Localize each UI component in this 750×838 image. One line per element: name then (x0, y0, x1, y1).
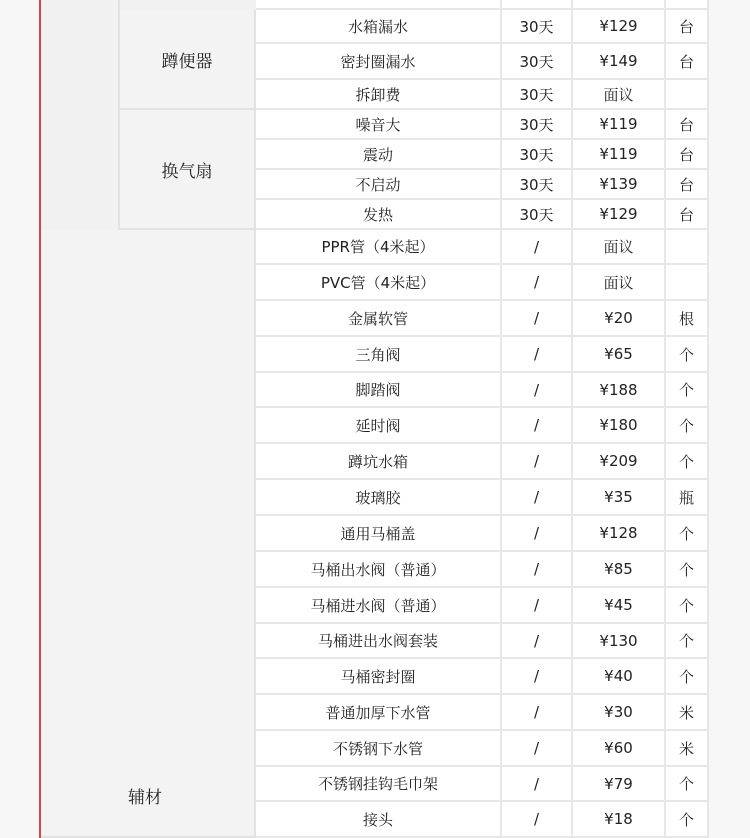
table-cell-unit: 米 (666, 731, 709, 767)
table-cell-price: ¥129 (573, 200, 666, 230)
table-cell-unit: 个 (666, 408, 709, 444)
table-cell-price: ¥79 (573, 767, 666, 802)
table-cell-item: PPR管（4米起） (256, 230, 502, 265)
table-cell-warranty: / (502, 265, 573, 301)
table-cell-warranty: 30天 (502, 110, 573, 140)
table-cell-unit (666, 230, 709, 265)
table-cell-unit: 台 (666, 200, 709, 230)
table-cell-warranty: / (502, 373, 573, 408)
table-cell-warranty: / (502, 230, 573, 265)
table-cell-unit: 个 (666, 373, 709, 408)
table-cell-price: ¥180 (573, 408, 666, 444)
table-cell-warranty: 30天 (502, 80, 573, 110)
table-cell-price: 面议 (573, 230, 666, 265)
table-cell-price: ¥18 (573, 802, 666, 838)
table-cell-warranty: / (502, 408, 573, 444)
table-cell-warranty: / (502, 767, 573, 802)
table-cell-price: ¥149 (573, 44, 666, 80)
table-cell-price: ¥20 (573, 301, 666, 337)
table-cell-warranty: / (502, 337, 573, 373)
table-cell-unit (666, 265, 709, 301)
table-cell-price: ¥40 (573, 659, 666, 695)
table-cell-price: ¥130 (573, 624, 666, 659)
table-cell-unit: 台 (666, 170, 709, 200)
table-cell-price: ¥128 (573, 516, 666, 552)
table-cell-warranty: / (502, 802, 573, 838)
table-cell-item: 通用马桶盖 (256, 516, 502, 552)
table-cell-unit: 台 (666, 140, 709, 170)
table-cell-unit: 个 (666, 337, 709, 373)
section-label-toilet: 蹲便器 (120, 10, 256, 110)
table-cell-item: 震动 (256, 140, 502, 170)
table-cell-price: ¥85 (573, 552, 666, 588)
group-cell (120, 0, 256, 10)
table-cell-price: ¥188 (573, 373, 666, 408)
table-cell-unit: 米 (666, 695, 709, 731)
table-cell-unit: 个 (666, 802, 709, 838)
table-cell-item: 水箱漏水 (256, 10, 502, 44)
table-cell-item: 噪音大 (256, 110, 502, 140)
table-cell (256, 0, 502, 10)
table-cell-price: ¥60 (573, 731, 666, 767)
table-cell-price: ¥45 (573, 588, 666, 624)
table-cell-item: 普通加厚下水管 (256, 695, 502, 731)
table-cell-unit: 个 (666, 444, 709, 480)
table-cell-item: 三角阀 (256, 337, 502, 373)
table-cell-unit: 个 (666, 588, 709, 624)
table-cell-warranty: / (502, 624, 573, 659)
table-cell-item: 玻璃胶 (256, 480, 502, 516)
table-cell-unit: 个 (666, 767, 709, 802)
table-cell-price: 面议 (573, 265, 666, 301)
table-cell-item: 拆卸费 (256, 80, 502, 110)
table-cell-warranty: / (502, 444, 573, 480)
table-cell-item: 发热 (256, 200, 502, 230)
table-cell-item: 密封圈漏水 (256, 44, 502, 80)
table-cell-warranty: 30天 (502, 200, 573, 230)
table-cell-item: 蹲坑水箱 (256, 444, 502, 480)
table-cell-price: ¥209 (573, 444, 666, 480)
table-cell-unit: 瓶 (666, 480, 709, 516)
table-cell (666, 0, 709, 10)
table-cell-item: 不锈钢挂钩毛巾架 (256, 767, 502, 802)
section-label-materials: 辅材 (41, 230, 256, 838)
table-cell-warranty: / (502, 301, 573, 337)
table-cell-warranty: 30天 (502, 140, 573, 170)
table-cell-warranty: 30天 (502, 170, 573, 200)
table-cell-warranty: / (502, 731, 573, 767)
table-cell-price: ¥139 (573, 170, 666, 200)
table-cell-item: 延时阀 (256, 408, 502, 444)
table-cell-warranty: / (502, 659, 573, 695)
table-cell-price: ¥35 (573, 480, 666, 516)
table-cell-item: 马桶进水阀（普通） (256, 588, 502, 624)
table-cell-item: 金属软管 (256, 301, 502, 337)
table-cell-unit (666, 80, 709, 110)
table-cell-warranty: / (502, 552, 573, 588)
table-cell-warranty: / (502, 588, 573, 624)
table-cell-price: ¥119 (573, 140, 666, 170)
table-cell-unit: 个 (666, 516, 709, 552)
table-cell (573, 0, 666, 10)
table-cell-item: PVC管（4米起） (256, 265, 502, 301)
table-cell-warranty: / (502, 695, 573, 731)
table-cell-warranty: 30天 (502, 44, 573, 80)
table-cell-price: ¥65 (573, 337, 666, 373)
table-cell-price: ¥119 (573, 110, 666, 140)
section-label-fan: 换气扇 (120, 110, 256, 230)
outer-group-cell (41, 0, 120, 230)
table-cell-unit: 个 (666, 624, 709, 659)
table-cell-item: 不锈钢下水管 (256, 731, 502, 767)
table-cell-unit: 个 (666, 659, 709, 695)
table-cell-unit: 个 (666, 552, 709, 588)
table-cell-unit: 台 (666, 110, 709, 140)
table-cell (502, 0, 573, 10)
table-cell-unit: 根 (666, 301, 709, 337)
table-cell-warranty: / (502, 516, 573, 552)
table-cell-price: 面议 (573, 80, 666, 110)
table-cell-unit: 台 (666, 10, 709, 44)
table-cell-item: 马桶进出水阀套装 (256, 624, 502, 659)
table-cell-item: 马桶密封圈 (256, 659, 502, 695)
table-cell-item: 马桶出水阀（普通） (256, 552, 502, 588)
table-cell-warranty: 30天 (502, 10, 573, 44)
table-cell-item: 脚踏阀 (256, 373, 502, 408)
table-cell-item: 不启动 (256, 170, 502, 200)
table-cell-unit: 台 (666, 44, 709, 80)
table-cell-price: ¥129 (573, 10, 666, 44)
table-cell-price: ¥30 (573, 695, 666, 731)
table-cell-warranty: / (502, 480, 573, 516)
table-cell-item: 接头 (256, 802, 502, 838)
